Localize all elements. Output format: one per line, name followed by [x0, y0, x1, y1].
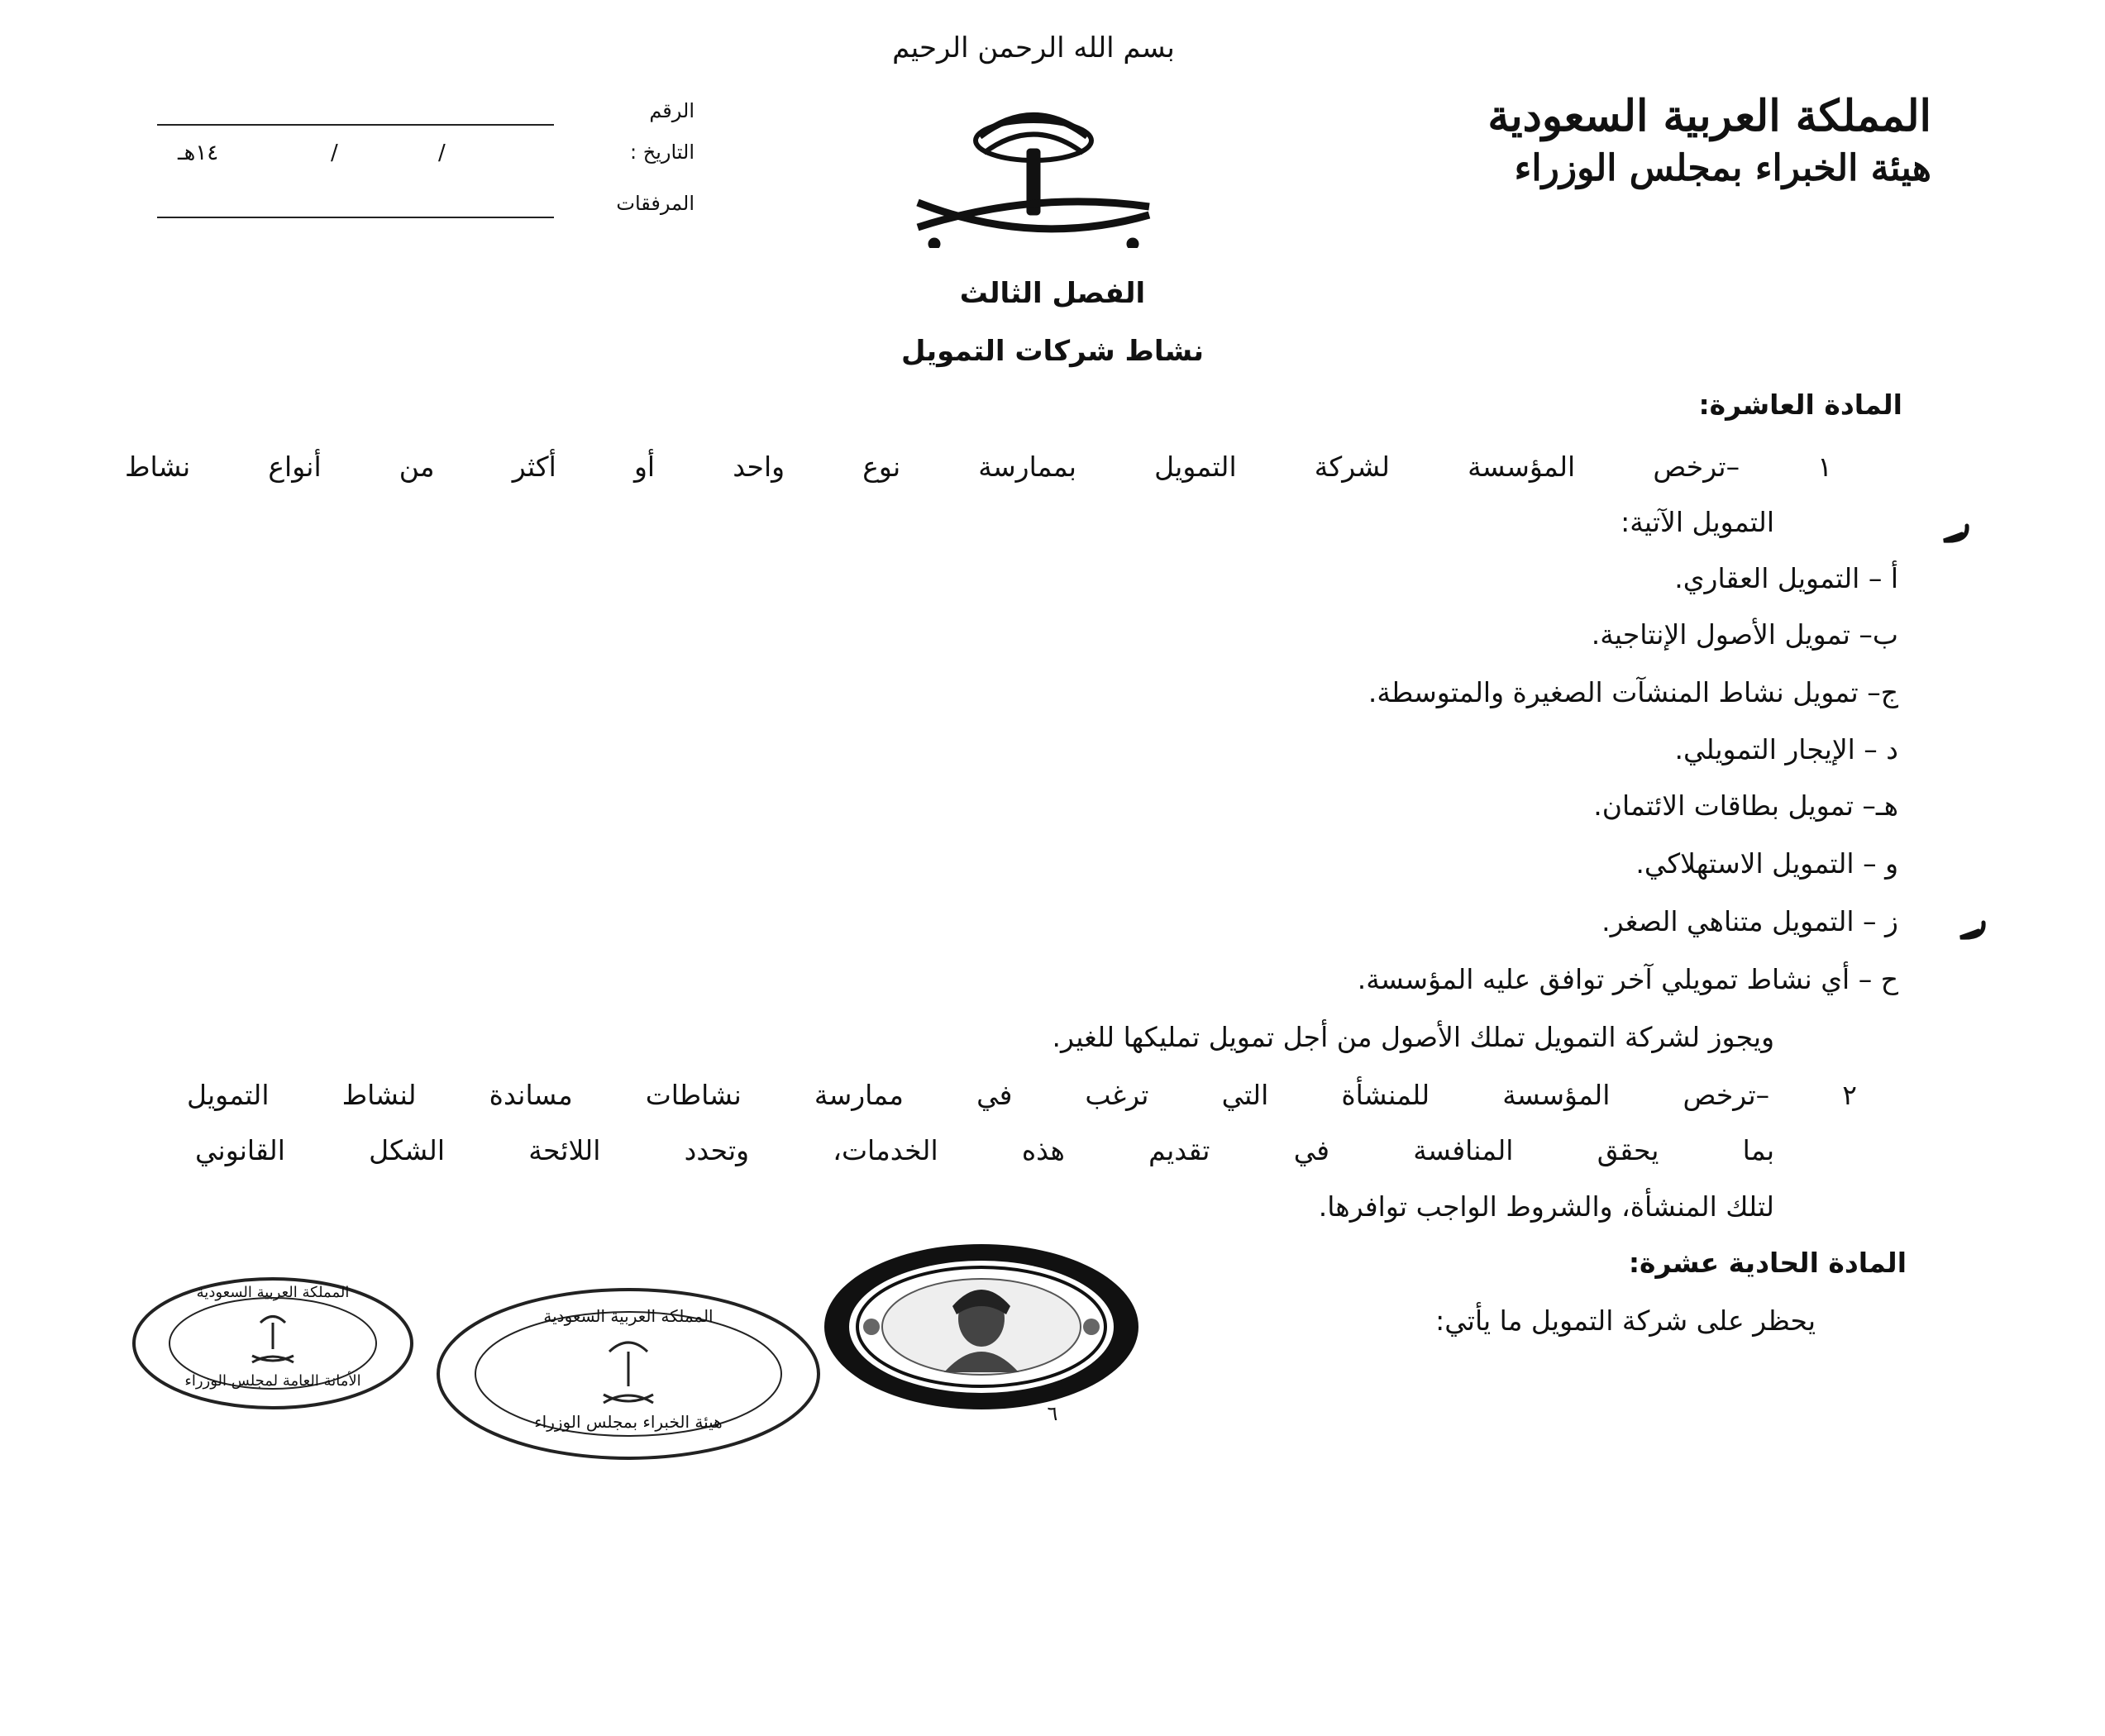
date-slash-2: / [331, 141, 338, 165]
article-10-p2-line2: بما يحقق المنافسة في تقديم هذه الخدمات، وتحدد اللائحة الشكل القانوني [195, 1134, 1774, 1166]
list-item-a: أ – التمويل العقاري. [1674, 562, 1898, 594]
list-item-g: ز – التمويل متناهي الصغر. [1601, 905, 1898, 937]
article-10-p1-line2: التمويل الآتية: [1621, 506, 1774, 538]
article-10-p1-line1: ١ –ترخص المؤسسة لشركة التمويل بممارسة نوع واحد أو أكثر من أنواع نشاط [125, 451, 1832, 483]
list-item-b: ب– تمويل الأصول الإنتاجية. [1591, 618, 1898, 651]
list-item-h: ح – أي نشاط تمويلي آخر توافق عليه المؤسسة. [1357, 963, 1898, 995]
date-field [149, 141, 695, 174]
list-item-e: هـ– تمويل بطاقات الائتمان. [1593, 789, 1898, 822]
stamp-emblem-icon [604, 1343, 653, 1403]
article-10-allow-line: ويجوز لشركة التمويل تملك الأصول من أجل تمويل تمليكها للغير. [1052, 1021, 1774, 1053]
margin-mark-icon [1955, 919, 1988, 944]
article-10-p2-line3: لتلك المنشأة، والشروط الواجب توافرها. [1318, 1190, 1774, 1223]
attachments-field [149, 192, 695, 225]
margin-mark-icon [1939, 522, 1972, 547]
article-11-heading: المادة الحادية عشرة: [1628, 1247, 1907, 1279]
list-item-d: د – الإيجار التمويلي. [1674, 733, 1898, 765]
article-10-heading: المادة العاشرة: [1698, 389, 1902, 421]
date-slash-1: / [438, 141, 446, 165]
reference-line [157, 124, 554, 126]
article-11-line1: يحظر على شركة التمويل ما يأتي: [1435, 1304, 1816, 1337]
stamp-middle-top-text: المملكة العربية السعودية [543, 1306, 714, 1326]
kingdom-title: المملكة العربية السعودية [1487, 91, 1931, 141]
basmala: بسم الله الرحمن الرحيم [892, 31, 1175, 64]
list-item-c: ج– تمويل نشاط المنشآت الصغيرة والمتوسطة. [1368, 676, 1898, 708]
list-item-f: و – التمويل الاستهلاكي. [1635, 847, 1898, 880]
stamp-left-bottom-text: الأمانة العامة لمجلس الوزراء [184, 1372, 361, 1390]
saudi-emblem-icon [901, 91, 1166, 248]
reference-label: الرقم [649, 99, 695, 122]
stamp-middle-bottom-text: هيئة الخبراء بمجلس الوزراء [534, 1412, 723, 1432]
royal-portrait-stamp [820, 1240, 1143, 1414]
date-year-suffix: ١٤هـ [178, 141, 219, 165]
chapter-title: الفصل الثالث [959, 277, 1146, 310]
attachments-label: المرفقات [616, 192, 695, 215]
article-10-p2-line1: ٢ –ترخص المؤسسة للمنشأة التي ترغب في ممارسة نشاطات مساندة لنشاط التمويل [187, 1079, 1857, 1111]
chapter-subtitle: نشاط شركات التمويل [901, 335, 1204, 368]
stamp-left-top-text: المملكة العربية السعودية [196, 1284, 350, 1301]
attachments-line [157, 217, 554, 218]
reference-field [149, 99, 695, 132]
stamp-emblem-icon [252, 1317, 294, 1363]
page-number: ٦ [1047, 1402, 1058, 1425]
bureau-title: هيئة الخبراء بمجلس الوزراء [1514, 147, 1931, 189]
date-label: التاريخ : [629, 141, 695, 164]
